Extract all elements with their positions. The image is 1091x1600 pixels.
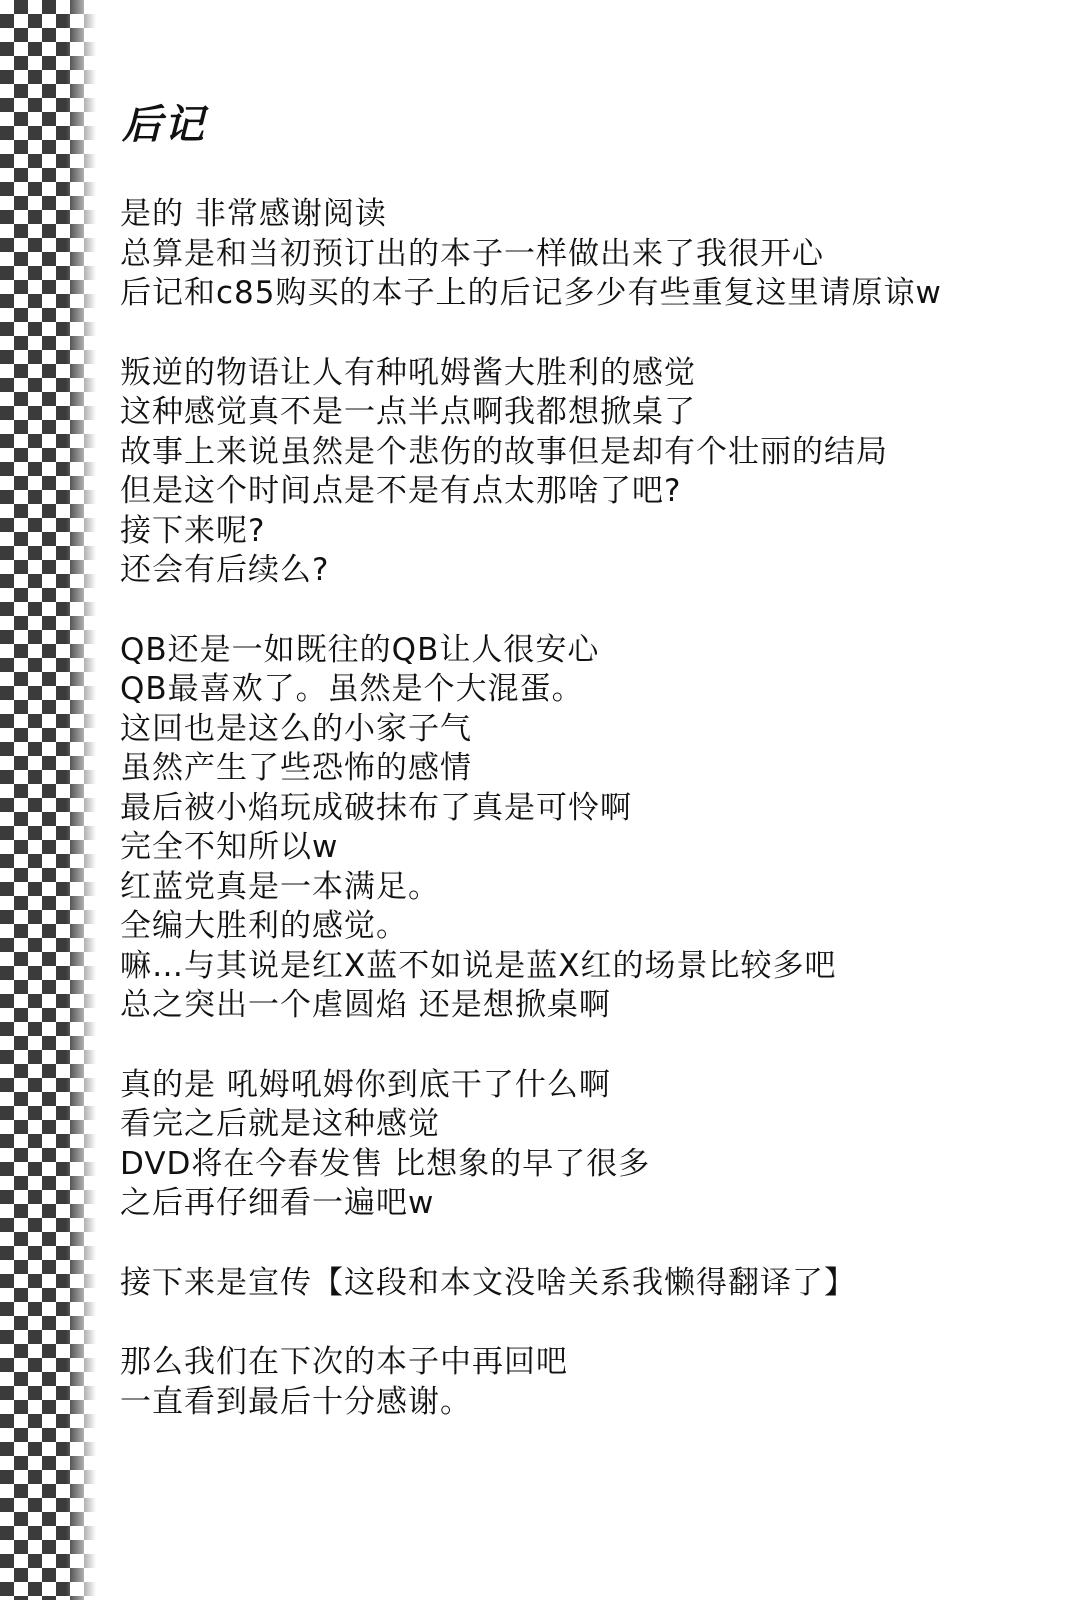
text-line: 但是这个时间点是不是有点太那啥了吧?	[120, 473, 682, 509]
text-line: 这种感觉真不是一点半点啊我都想掀桌了	[120, 394, 696, 430]
text-line: 完全不知所以w	[120, 829, 339, 865]
text-line: 虽然产生了些恐怖的感情	[120, 750, 472, 786]
text-line: 一直看到最后十分感谢。	[120, 1383, 472, 1420]
paragraph-1	[120, 195, 1060, 314]
text-line: 是的 非常感谢阅读	[120, 196, 387, 232]
text-line: 总算是和当初预订出的本子一样做出来了我很开心	[120, 235, 824, 272]
text-line: 全编大胜利的感觉。	[120, 908, 408, 944]
text-line: 最后被小焰玩成破抹布了真是可怜啊	[120, 789, 632, 826]
paragraph-5	[120, 1264, 1060, 1304]
afterword-page	[120, 95, 1060, 1462]
text-line: 后记和c85购买的本子上的后记多少有些重复这里请原谅w	[120, 275, 942, 311]
paragraph-2	[120, 354, 1060, 591]
paragraph-4	[120, 1066, 1060, 1224]
text-line: 接下来呢?	[120, 512, 266, 549]
text-line: 真的是 吼姆吼姆你到底干了什么啊	[120, 1066, 611, 1103]
checkered-border	[0, 0, 96, 1600]
text-line: QB还是一如既往的QB让人很安心	[120, 631, 600, 668]
text-line: 之后再仔细看一遍吧w	[120, 1185, 435, 1221]
paragraph-6	[120, 1343, 1060, 1422]
text-line: 这回也是这么的小家子气	[120, 710, 472, 747]
page-title: 后记	[122, 102, 206, 148]
text-line: 总之突出一个虐圆焰 还是想掀桌啊	[120, 987, 611, 1023]
text-line: 叛逆的物语让人有种吼姆酱大胜利的感觉	[120, 354, 696, 391]
paragraph-3	[120, 631, 1060, 1026]
text-line: QB最喜欢了。虽然是个大混蛋。	[120, 671, 584, 707]
text-line: DVD将在今春发售 比想象的早了很多	[120, 1145, 651, 1182]
text-line: 还会有后续么?	[120, 552, 330, 588]
text-line: 看完之后就是这种感觉	[120, 1106, 440, 1142]
text-line: 那么我们在下次的本子中再回吧	[120, 1344, 568, 1380]
text-line: 嘛…与其说是红X蓝不如说是蓝X红的场景比较多吧	[120, 947, 837, 984]
text-line: 故事上来说虽然是个悲伤的故事但是却有个壮丽的结局	[120, 433, 888, 470]
text-line: 红蓝党真是一本满足。	[120, 868, 440, 905]
text-line: 接下来是宣传【这段和本文没啥关系我懒得翻译了】	[120, 1264, 856, 1301]
